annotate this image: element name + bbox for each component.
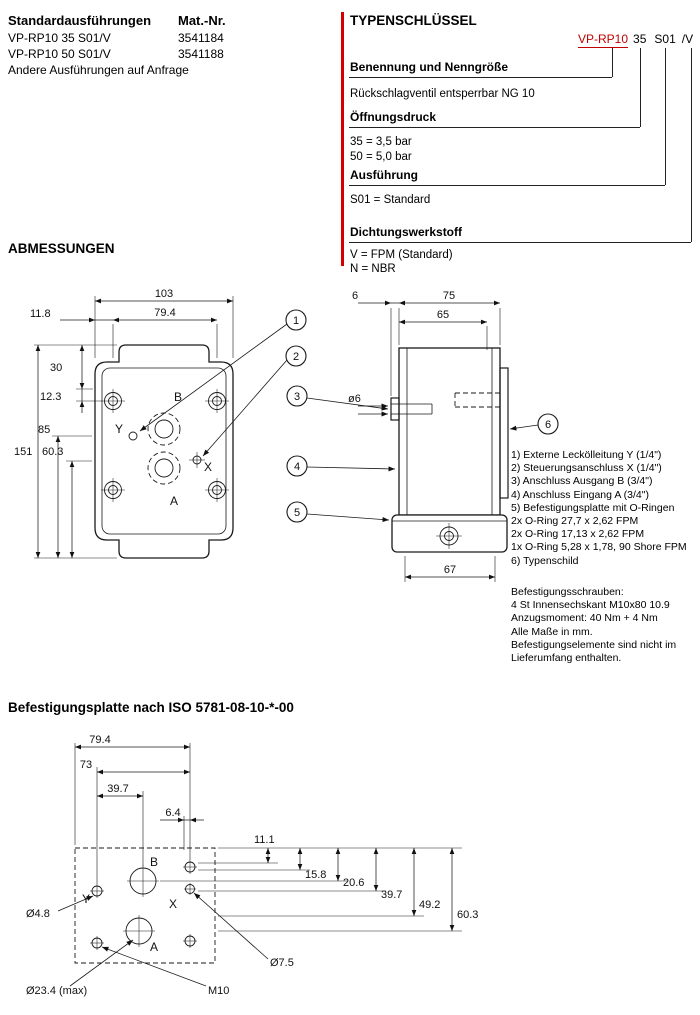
standard-row-mat: 3541184 <box>178 31 224 45</box>
dim-60-3: 60.3 <box>42 446 64 458</box>
mounting-plate-drawing <box>0 725 700 1015</box>
plate-dia-4-8: Ø4.8 <box>26 908 50 920</box>
standard-row-mat: 3541188 <box>178 47 224 61</box>
legend-line: 2x O-Ring 27,7 x 2,62 FPM <box>511 515 639 528</box>
typekey-section-label: Benennung und Nenngröße <box>350 60 508 74</box>
front-view <box>14 288 233 558</box>
callout-legend <box>511 449 687 568</box>
code-connector <box>349 185 665 186</box>
code-part-series: VP-RP10 <box>578 32 629 46</box>
mounting-plate-side <box>392 515 507 552</box>
plate-dia-7-5: Ø7.5 <box>270 957 294 969</box>
plate-dim-6-4: 6.4 <box>165 807 181 819</box>
dim-75: 75 <box>442 290 456 302</box>
note-line: Anzugsmoment: 40 Nm + 4 Nm <box>511 612 658 625</box>
plate-a-label: A <box>150 940 159 954</box>
red-accent-bar <box>341 12 344 266</box>
note-line: Alle Maße in mm. <box>511 625 593 638</box>
callout-2: 2 <box>292 351 300 363</box>
port-y-label: Y <box>115 422 124 436</box>
callout-1: 1 <box>292 315 300 327</box>
typekey-section-label: Öffnungsdruck <box>350 110 436 124</box>
code-part-seal: /V <box>681 32 694 46</box>
dim-65: 65 <box>436 309 450 321</box>
callout-6: 6 <box>544 419 552 431</box>
plate-dim-39-7b: 39.7 <box>381 889 403 901</box>
plate-dim-15-8: 15.8 <box>305 869 327 881</box>
typenschild-plate <box>500 368 508 498</box>
code-connector <box>612 48 613 77</box>
plate-dim-39-7: 39.7 <box>107 783 129 795</box>
mounting-notes <box>511 586 676 665</box>
code-connector <box>349 77 612 78</box>
code-part-pressure: 35 <box>633 32 647 46</box>
note-line: 4 St Innensechskant M10x80 10.9 <box>511 599 670 612</box>
dim-85: 85 <box>38 424 51 436</box>
callout-4: 4 <box>293 461 301 473</box>
standard-title: Standardausführungen <box>8 13 152 28</box>
dim-6: 6 <box>352 290 359 302</box>
port-b-label: B <box>174 390 183 404</box>
code-part-version: S01 <box>654 32 676 46</box>
plate-dim-60-3: 60.3 <box>457 909 479 921</box>
dim-67: 67 <box>443 564 457 576</box>
dim-11-8: 11.8 <box>30 308 51 320</box>
typekey-section-label: Ausführung <box>350 168 418 182</box>
pilot-port <box>391 398 399 420</box>
note-line: Lieferumfang enthalten. <box>511 652 622 665</box>
plate-dim-11-1: 11.1 <box>254 834 275 846</box>
port-x-label: X <box>204 460 213 474</box>
plate-dia-23-4: Ø23.4 (max) <box>26 985 88 997</box>
legend-line: 1) Externe Leckölleitung Y (1/4") <box>511 449 662 461</box>
dim-30: 30 <box>50 362 63 374</box>
plate-dim-73: 73 <box>79 759 93 771</box>
legend-line: 4) Anschluss Eingang A (3/4") <box>511 488 649 501</box>
legend-line: 1x O-Ring 5,28 x 1,78, 90 Shore FPM <box>511 541 687 554</box>
callout-3: 3 <box>293 391 301 403</box>
dimensions-title: ABMESSUNGEN <box>8 241 115 256</box>
plate-m10: M10 <box>208 985 230 997</box>
standard-note: Andere Ausführungen auf Anfrage <box>8 63 189 77</box>
legend-line: 6) Typenschild <box>511 554 579 567</box>
legend-line: 2) Steuerungsanschluss X (1/4") <box>511 462 662 475</box>
legend-line: 3) Anschluss Ausgang B (3/4") <box>511 475 653 488</box>
code-connector <box>665 48 666 185</box>
typekey-section-value: V = FPM (Standard) <box>350 249 453 261</box>
callout-5: 5 <box>293 507 301 519</box>
plate-dim-49-2: 49.2 <box>419 899 441 911</box>
plate-dim-20-6: 20.6 <box>343 877 365 889</box>
typekey-section-value: 50 = 5,0 bar <box>350 151 412 163</box>
side-view <box>348 290 508 582</box>
typekey-section-label: Dichtungswerkstoff <box>350 225 463 239</box>
dim-79-4: 79.4 <box>154 307 176 319</box>
dim-103: 103 <box>154 288 174 300</box>
code-connector <box>640 48 641 127</box>
note-line: Befestigungselemente sind nicht im <box>511 638 677 651</box>
typekey-code <box>578 30 693 48</box>
plate-small-holes <box>90 860 197 950</box>
plate-x-label: X <box>169 897 178 911</box>
standard-row-name: VP-RP10 35 S01/V <box>8 31 111 45</box>
legend-line: 5) Befestigungsplatte mit O-Ringen <box>511 501 675 514</box>
note-line: Befestigungsschrauben: <box>511 586 624 598</box>
typekey-title: TYPENSCHLÜSSEL <box>350 13 477 28</box>
plate-dim-79-4: 79.4 <box>89 734 111 746</box>
legend-line: 2x O-Ring 17,13 x 2,62 FPM <box>511 528 645 541</box>
typekey-section-value: S01 = Standard <box>350 194 431 206</box>
code-connector <box>349 127 640 128</box>
standard-row-name: VP-RP10 50 S01/V <box>8 47 111 61</box>
typekey-section-value: Rückschlagventil entsperrbar NG 10 <box>350 88 535 100</box>
port-a-label: A <box>170 494 179 508</box>
plate-title: Befestigungsplatte nach ISO 5781-08-10-*-00 <box>8 700 294 715</box>
typekey-section-value: 35 = 3,5 bar <box>350 136 412 148</box>
plate-port-b <box>127 865 159 897</box>
code-connector <box>349 242 691 243</box>
typekey-section-value: N = NBR <box>350 263 396 275</box>
dim-151: 151 <box>14 446 33 458</box>
plate-outline <box>75 848 215 963</box>
plate-y-label: Y <box>82 892 91 906</box>
code-connector <box>691 48 692 242</box>
dim-bore: ø6 <box>348 393 361 405</box>
matnr-header: Mat.-Nr. <box>178 13 226 28</box>
dim-12-3: 12.3 <box>40 391 62 403</box>
plate-b-label: B <box>150 855 159 869</box>
